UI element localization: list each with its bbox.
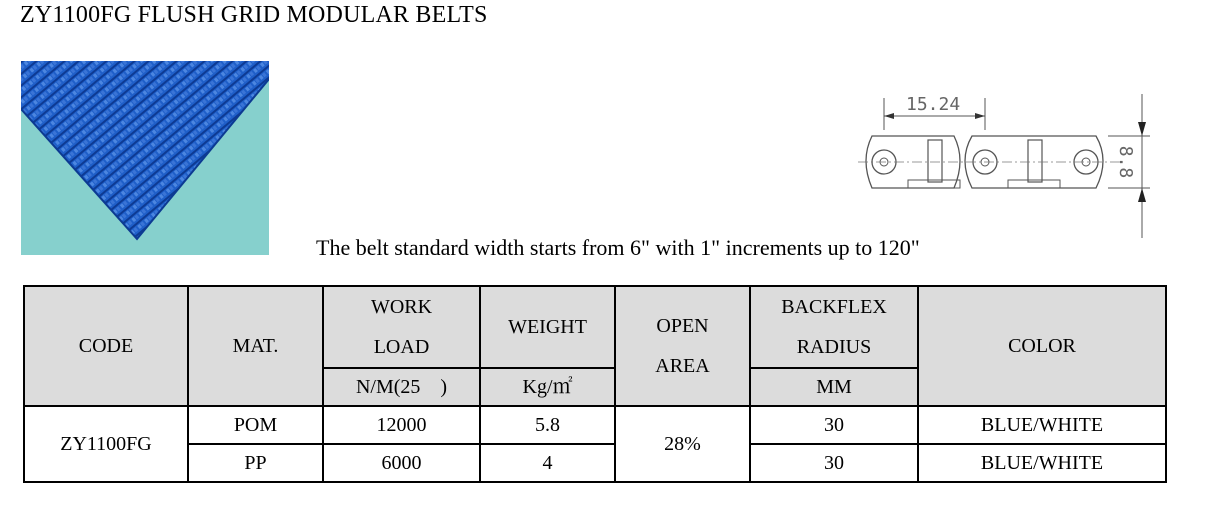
height-dimension: 8.8 <box>1115 145 1136 179</box>
belt-profile-drawing <box>850 88 1160 243</box>
weight-cell: 5.8 <box>480 406 615 444</box>
header-open-area <box>615 286 750 406</box>
header-code: CODE <box>24 286 188 406</box>
header-backflex-line2: RADIUS <box>796 336 872 358</box>
spec-table <box>23 285 1167 483</box>
code-cell: ZY1100FG <box>24 406 188 482</box>
header-mat: MAT. <box>188 286 323 406</box>
mat-cell: POM <box>188 406 323 444</box>
header-backflex <box>750 286 918 368</box>
belt-photo <box>21 61 269 255</box>
header-open-area-line1: OPEN <box>656 315 709 337</box>
color-cell: BLUE/WHITE <box>918 406 1166 444</box>
header-work-load-unit: N/M(25 ) <box>323 368 480 406</box>
color-cell: BLUE/WHITE <box>918 444 1166 482</box>
mat-cell: PP <box>188 444 323 482</box>
header-color: COLOR <box>918 286 1166 406</box>
work-load-cell: 6000 <box>323 444 480 482</box>
open-area-cell: 28% <box>615 406 750 482</box>
backflex-cell: 30 <box>750 444 918 482</box>
pitch-dimension: 15.24 <box>906 94 961 115</box>
header-row <box>24 286 1166 368</box>
header-work-load-line1: WORK <box>370 296 433 318</box>
page-title: ZY1100FG FLUSH GRID MODULAR BELTS <box>20 2 488 28</box>
header-backflex-line1: BACKFLEX <box>781 296 887 318</box>
header-weight-unit: Kg/㎡ <box>480 368 615 406</box>
width-note: The belt standard width starts from 6" with 1" increments up to 120" <box>316 235 920 260</box>
table-row <box>24 444 1166 482</box>
header-work-load-line2: LOAD <box>373 336 430 358</box>
table-row <box>24 406 1166 444</box>
header-backflex-unit: MM <box>750 368 918 406</box>
header-weight: WEIGHT <box>480 286 615 368</box>
backflex-cell: 30 <box>750 406 918 444</box>
header-open-area-line2: AREA <box>655 355 710 377</box>
weight-cell: 4 <box>480 444 615 482</box>
header-work-load <box>323 286 480 368</box>
work-load-cell: 12000 <box>323 406 480 444</box>
